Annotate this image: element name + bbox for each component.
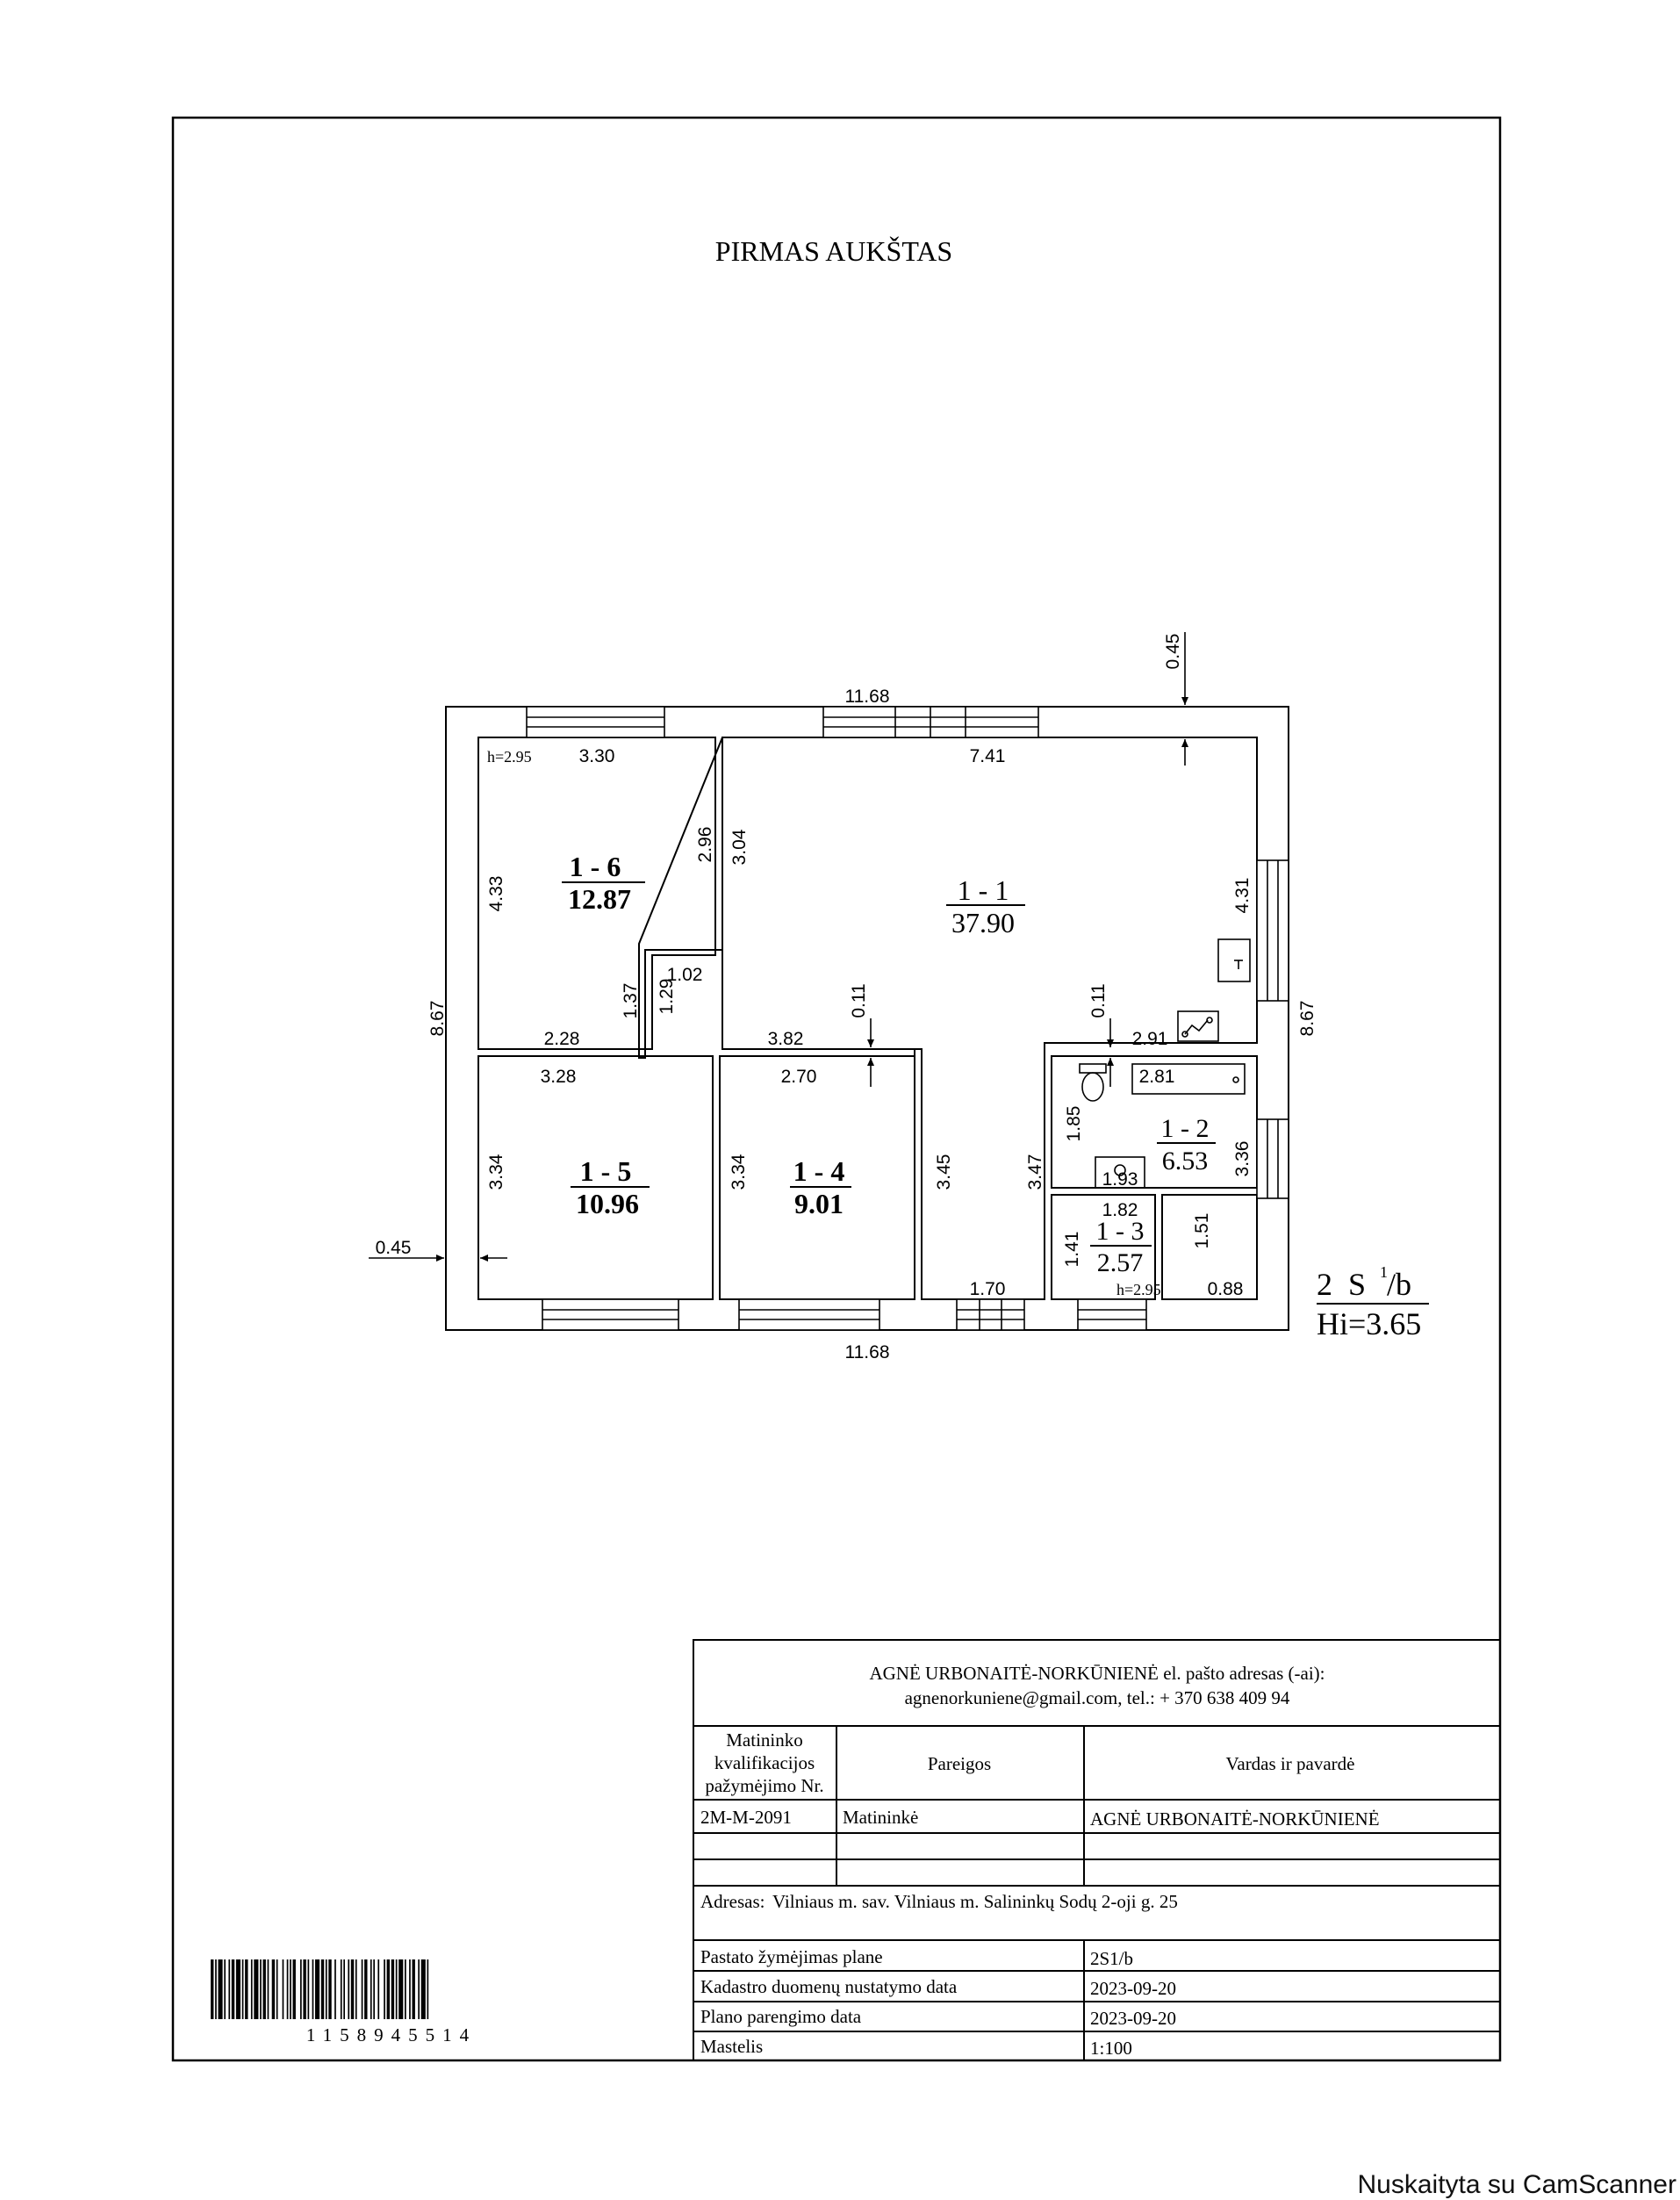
window-top-1-6 xyxy=(527,707,664,737)
dim-r12-left: 1.85 xyxy=(1064,1105,1084,1142)
dim-left-outer: 8.67 xyxy=(427,1000,448,1037)
r16-height: h=2.95 xyxy=(487,748,532,766)
barcode-graphic xyxy=(211,1959,428,2019)
dim-r16-notch-w: 1.02 xyxy=(666,965,703,985)
dim-r11-corridor: 3.47 xyxy=(1025,1154,1045,1190)
dim-r16-step: 1.37 xyxy=(621,982,641,1019)
room-area-1-3: 2.57 xyxy=(1096,1248,1144,1277)
dim-r14-right: 3.45 xyxy=(934,1154,954,1190)
address-label: Adresas: xyxy=(700,1891,765,1912)
dim-r11-kitchen: 2.91 xyxy=(1131,1029,1168,1049)
window-top-1-1 xyxy=(823,707,1038,737)
dim-r15-left: 3.34 xyxy=(486,1154,506,1190)
room-id-1-4: 1 - 4 xyxy=(793,1155,845,1187)
col-cert-line2: kvalifikacijos xyxy=(714,1752,815,1773)
room-area-1-6: 12.87 xyxy=(568,883,631,915)
room-id-1-6: 1 - 6 xyxy=(569,851,621,882)
dim-r15-top: 3.28 xyxy=(540,1067,577,1087)
toilet-icon xyxy=(1082,1073,1103,1101)
dim-top-outer: 11.68 xyxy=(844,687,890,707)
room-id-1-3: 1 - 3 xyxy=(1095,1217,1145,1246)
dim-r11-mid: 3.82 xyxy=(767,1029,804,1049)
dim-right-outer: 8.67 xyxy=(1297,1000,1317,1037)
dim-r11-partition-b: 0.11 xyxy=(1088,983,1109,1018)
surveyor-header-line2: agnenorkuniene@gmail.com, tel.: + 370 638 409 94 xyxy=(904,1687,1290,1708)
dim-r12-top: 2.81 xyxy=(1138,1067,1175,1087)
address-value: Vilniaus m. sav. Vilniaus m. Salininkų Sodų 2-oji g. 25 xyxy=(772,1891,1178,1912)
role-value: Matininkė xyxy=(843,1807,919,1828)
windows xyxy=(527,707,1289,1330)
row-label-cadastre-date: Kadastro duomenų nustatymo data xyxy=(700,1976,958,1997)
dim-r11-right: 4.31 xyxy=(1232,877,1253,914)
col-cert-line1: Matininko xyxy=(726,1729,803,1751)
dim-r13-left: 1.41 xyxy=(1062,1231,1082,1268)
window-bottom-1-5 xyxy=(542,1299,678,1330)
row-value-scale: 1:100 xyxy=(1090,2038,1132,2059)
row-label-plan-date: Plano parengimo data xyxy=(700,2006,862,2027)
col-role: Pareigos xyxy=(927,1753,992,1774)
dim-r12-bottom: 1.93 xyxy=(1102,1169,1138,1190)
room-id-1-2: 1 - 2 xyxy=(1160,1114,1210,1143)
dim-r11-top: 7.41 xyxy=(969,746,1006,766)
building-code-main: 2 S xyxy=(1317,1267,1367,1302)
room-id-1-1: 1 - 1 xyxy=(957,874,1009,906)
col-cert-line3: pažymėjimo Nr. xyxy=(705,1775,824,1796)
col-name: Vardas ir pavardė xyxy=(1225,1753,1355,1774)
dim-r14-top: 2.70 xyxy=(780,1067,817,1087)
dim-nook: 0.88 xyxy=(1207,1279,1244,1299)
dim-r13-right: 1.51 xyxy=(1192,1212,1212,1249)
row-value-cadastre-date: 2023-09-20 xyxy=(1090,1978,1176,1999)
window-bottom-1-3 xyxy=(1078,1299,1146,1330)
dim-r16-left: 4.33 xyxy=(486,875,506,912)
page-title: PIRMAS AUKŠTAS xyxy=(714,235,953,267)
window-right-1-2 xyxy=(1257,1119,1289,1198)
window-bottom-1-4 xyxy=(739,1299,879,1330)
dim-r16-right-b: 3.04 xyxy=(729,829,750,866)
building-code-tail: /b xyxy=(1387,1267,1412,1302)
building-code xyxy=(1317,1263,1429,1341)
dim-wall-top: 0.45 xyxy=(1163,633,1183,670)
r13-height: h=2.95 xyxy=(1116,1281,1161,1298)
dim-r11-door: 1.70 xyxy=(969,1279,1006,1299)
entrance-door xyxy=(957,1299,1024,1330)
row-value-plan-date: 2023-09-20 xyxy=(1090,2008,1176,2029)
height-label: Hi=3.65 xyxy=(1317,1306,1422,1341)
dim-r16-right-a: 2.96 xyxy=(695,826,715,863)
name-value: AGNĖ URBONAITĖ-NORKŪNIENĖ xyxy=(1090,1808,1380,1830)
window-right-1-1 xyxy=(1257,860,1289,1001)
room-area-1-4: 9.01 xyxy=(794,1188,844,1219)
dim-r13-top: 1.82 xyxy=(1102,1200,1138,1220)
barcode-number: 1158945514 xyxy=(305,2024,477,2045)
dimension-labels xyxy=(376,634,1317,1362)
building-code-sup: 1 xyxy=(1380,1263,1388,1281)
dim-r16-notch-h: 1.29 xyxy=(657,978,677,1015)
cert-number: 2M-M-2091 xyxy=(700,1807,792,1828)
surveyor-header-line1: AGNĖ URBONAITĖ-NORKŪNIENĖ el. pašto adresas (-ai): xyxy=(869,1663,1325,1684)
room-area-1-1: 37.90 xyxy=(951,907,1015,938)
dim-r16-top: 3.30 xyxy=(578,746,615,766)
row-label-scale: Mastelis xyxy=(700,2036,764,2057)
scanner-watermark: Nuskaityta su CamScanner xyxy=(1357,2170,1676,2199)
dim-r14-left: 3.34 xyxy=(729,1154,749,1190)
room-area-1-5: 10.96 xyxy=(576,1188,639,1219)
row-value-building: 2S1/b xyxy=(1090,1948,1134,1969)
dim-wall-left: 0.45 xyxy=(375,1238,412,1258)
dim-r11-partition-a: 0.11 xyxy=(849,983,869,1018)
dim-bottom-outer: 11.68 xyxy=(844,1342,890,1362)
dim-r16-bottom: 2.28 xyxy=(543,1029,580,1049)
row-label-building: Pastato žymėjimas plane xyxy=(700,1946,883,1967)
room-area-1-2: 6.53 xyxy=(1161,1147,1209,1175)
dim-r12-right: 3.36 xyxy=(1232,1140,1253,1177)
title-block-text xyxy=(700,1663,1380,2059)
room-id-1-5: 1 - 5 xyxy=(579,1155,632,1187)
